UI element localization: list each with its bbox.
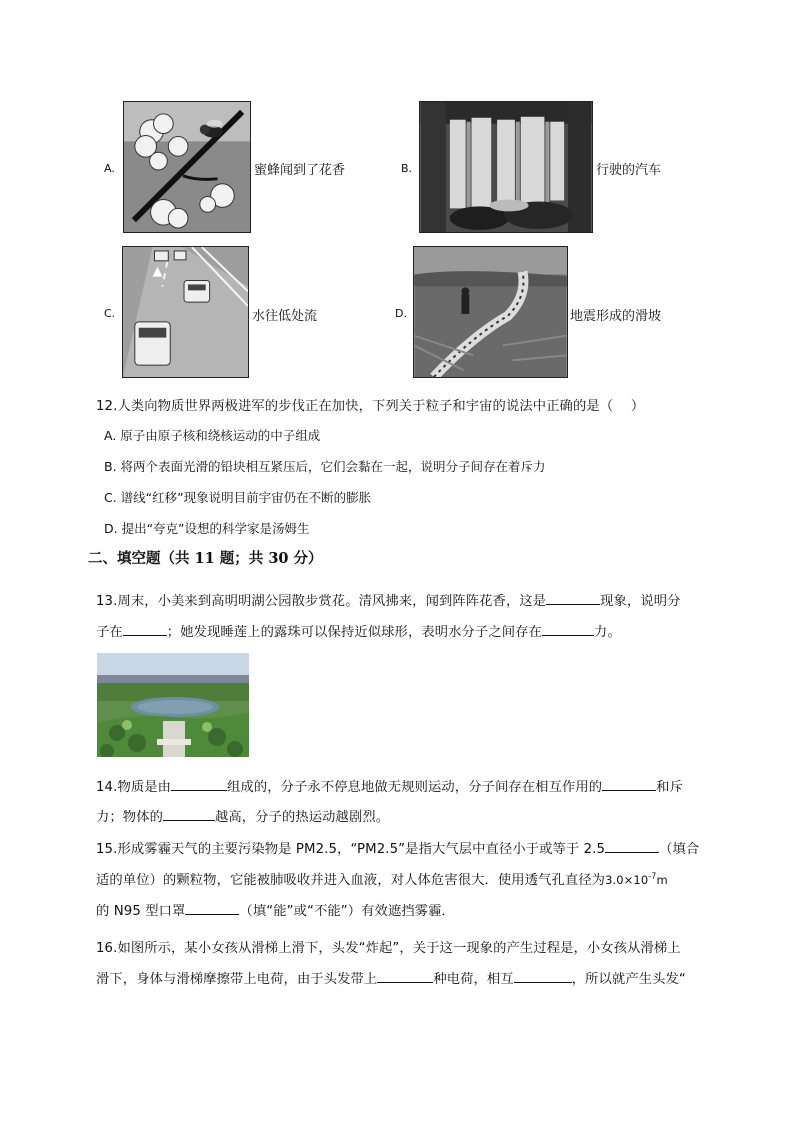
- q14-line-1: [96, 776, 683, 795]
- q14-line-2: [96, 806, 389, 825]
- answer-blank[interactable]: [514, 970, 572, 983]
- q15-text-1b: （填合: [659, 842, 700, 857]
- q16-line-2: [96, 968, 686, 987]
- q12-choice-d: D. 提出“夸克”设想的科学家是汤姆生: [104, 521, 310, 536]
- answer-blank[interactable]: [542, 623, 594, 636]
- answer-blank[interactable]: [605, 840, 659, 853]
- answer-blank[interactable]: [171, 778, 227, 791]
- option-c-caption: 水往低处流: [252, 309, 318, 324]
- q15-text-3b: （填“能”或“不能”）有效遮挡雾霾．: [239, 904, 455, 919]
- q14-text-2b: 越高，分子的热运动越剧烈。: [214, 810, 390, 825]
- option-b-caption: 行驶的汽车: [596, 163, 662, 178]
- answer-blank[interactable]: [546, 592, 600, 605]
- landslide-rails-photo: [413, 246, 568, 378]
- option-d-letter: D.: [395, 307, 407, 320]
- q14-text-2a: 力；物体的: [96, 810, 163, 825]
- answer-blank[interactable]: [163, 808, 215, 821]
- q15-unit: m: [656, 873, 668, 887]
- q14-text-1c: 和斥: [656, 780, 683, 795]
- q14-text-1a: 14.物质是由: [96, 780, 172, 795]
- q13-text-1b: 现象，说明分: [600, 594, 681, 609]
- q12-stem: 12.人类向物质世界两极进军的步伐正在加快，下列关于粒子和宇宙的说法中正确的是（ ）: [96, 399, 645, 414]
- q15-exponent: -7: [648, 871, 657, 881]
- q15-text-1a: 15.形成雾霾天气的主要污染物是 PM2.5，“PM2.5”是指大气层中直径小于或等于 2.5: [96, 842, 606, 857]
- q13-text-1a: 13.周末，小美来到高明明湖公园散步赏花。清风拂来，闻到阵阵花香，这是: [96, 594, 547, 609]
- q14-text-1b: 组成的，分子永不停息地做无规则运动，分子间存在相互作用的: [227, 780, 603, 795]
- section-title: 二、填空题（共 11 题；共 30 分）: [88, 550, 323, 567]
- option-a-caption: 蜜蜂闻到了花香: [254, 163, 346, 178]
- q15-line-1: [96, 838, 699, 857]
- q15-text-3a: 的 N95 型口罩: [96, 904, 186, 919]
- q13-line-1: [96, 590, 681, 609]
- bee-on-blossom-photo: [123, 101, 251, 233]
- q15-text-2: 适的单位）的颗粒物，它能被肺吸收并进入血液，对人体危害很大．使用透气孔直径为: [96, 873, 606, 888]
- q16-text-2a: 滑下，身体与滑梯摩擦带上电荷，由于头发带上: [96, 972, 378, 987]
- answer-blank[interactable]: [123, 623, 167, 636]
- answer-blank[interactable]: [377, 970, 433, 983]
- option-c-letter: C.: [104, 307, 116, 320]
- waterfall-photo: [419, 101, 593, 233]
- option-b-letter: B.: [401, 162, 413, 175]
- park-aerial-photo: [97, 653, 249, 757]
- q16-text-2b: 种电荷，相互: [433, 972, 514, 987]
- q12-choice-c: C. 谱线“红移”现象说明目前宇宙仍在不断的膨胀: [104, 490, 372, 505]
- option-a-letter: A.: [104, 162, 115, 175]
- q13-text-2a: 子在: [96, 625, 123, 640]
- q13-text-2b: ；她发现睡莲上的露珠可以保持近似球形，表明水分子之间存在: [166, 625, 542, 640]
- q15-number: 3.0×10: [605, 873, 649, 887]
- q15-line-2: [96, 869, 668, 888]
- q12-choice-b: B. 将两个表面光滑的铅块相互紧压后，它们会黏在一起，说明分子间存在着斥力: [104, 459, 546, 474]
- answer-blank[interactable]: [602, 778, 656, 791]
- q15-line-3: [96, 900, 455, 919]
- answer-blank[interactable]: [185, 902, 239, 915]
- q16-text-2c: ，所以就产生头发“: [571, 972, 686, 987]
- q13-text-2c: 力。: [593, 625, 621, 640]
- q13-line-2: [96, 621, 621, 640]
- q12-choice-a: A. 原子由原子核和绕核运动的中子组成: [104, 428, 321, 443]
- option-d-caption: 地震形成的滑坡: [570, 309, 662, 324]
- cars-on-road-photo: [122, 246, 249, 378]
- q16-line-1: 16.如图所示，某小女孩从滑梯上滑下，头发“炸起”，关于这一现象的产生过程是，小女孩从滑梯上: [96, 941, 681, 956]
